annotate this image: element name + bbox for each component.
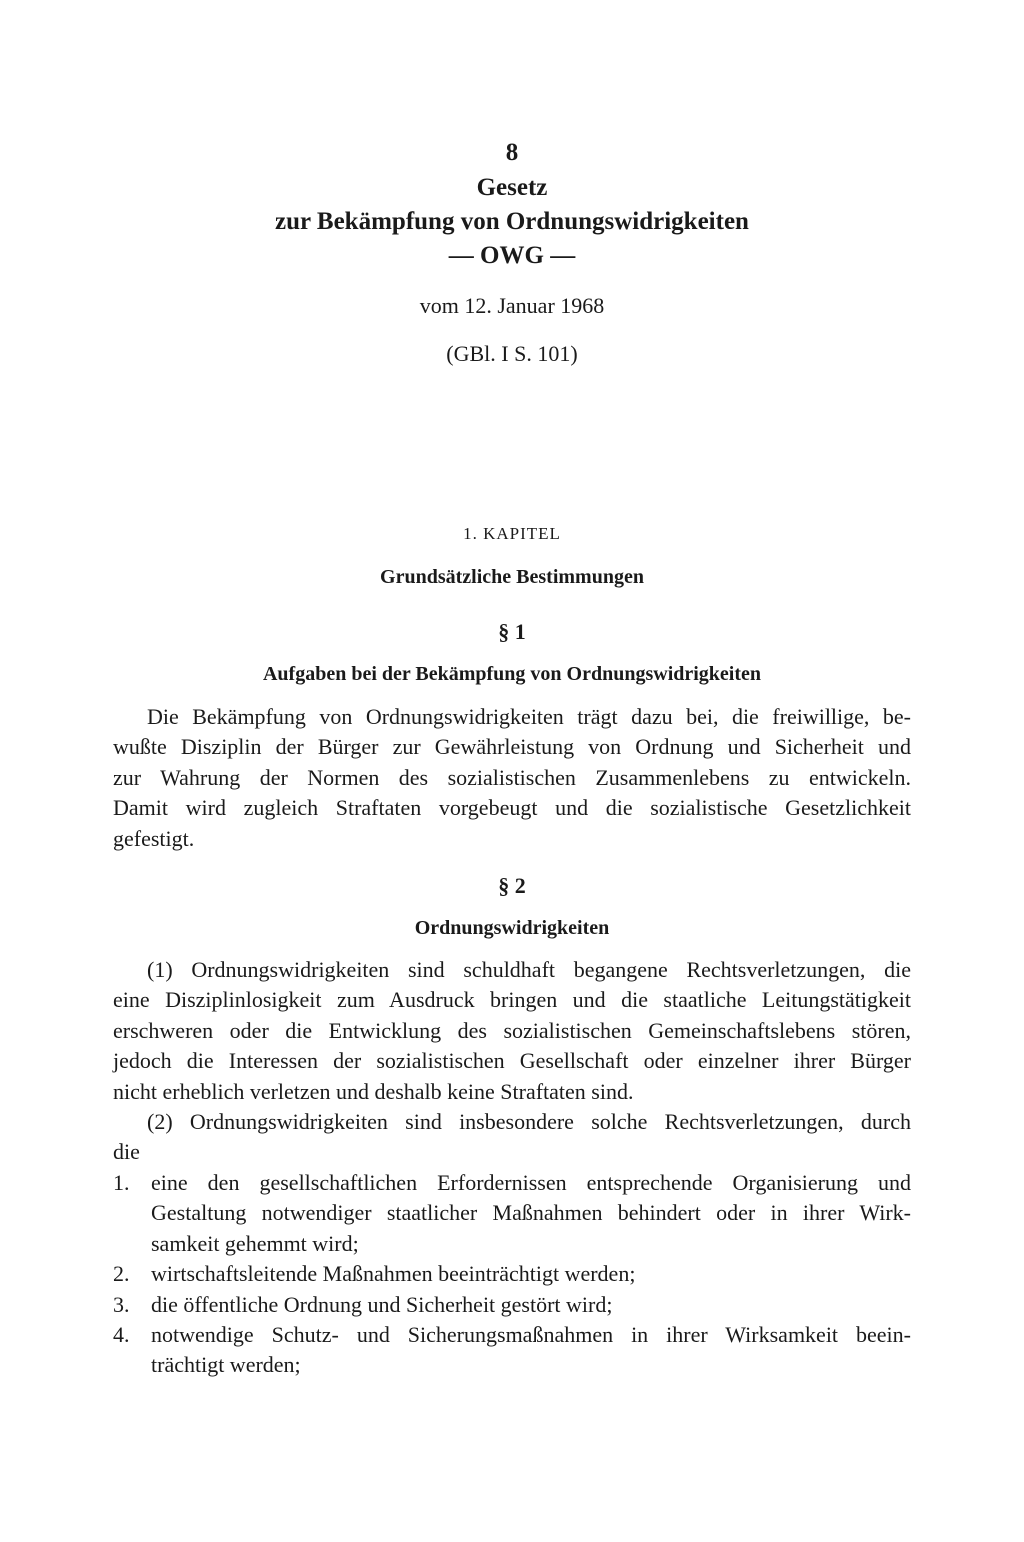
chapter-label: 1. KAPITEL bbox=[463, 524, 561, 543]
law-abbreviation: — OWG — bbox=[448, 242, 576, 269]
list-item-number: 2. bbox=[113, 1261, 130, 1287]
section-1-symbol: § 1 bbox=[498, 619, 526, 644]
paragraph-line: jedoch die Interessen der sozialistischen Gesellschaft oder einzelner ihrer Bürger bbox=[113, 1048, 911, 1074]
paragraph-line: nicht erheblich verletzen und deshalb keine Straftaten sind. bbox=[113, 1078, 634, 1104]
paragraph-line: gefestigt. bbox=[113, 825, 195, 851]
section-2-symbol: § 2 bbox=[498, 873, 526, 898]
paragraph-line: (2) Ordnungswidrigkeiten sind insbesondere solche Rechtsverletzungen, durch bbox=[147, 1109, 911, 1135]
paragraph-line: Damit wird zugleich Straftaten vorgebeugt und die sozialistische Gesetzlichkeit bbox=[113, 795, 911, 821]
section-1-heading: Aufgaben bei der Bekämpfung von Ordnungswidrigkeiten bbox=[262, 663, 762, 685]
paragraph-line: wußte Disziplin der Bürger zur Gewährleistung von Ordnung und Sicherheit und bbox=[113, 734, 911, 760]
law-date: vom 12. Januar 1968 bbox=[419, 293, 605, 318]
paragraph-line: erschweren oder die Entwicklung des sozialistischen Gemeinschaftslebens stören, bbox=[113, 1017, 911, 1043]
list-item-line: notwendige Schutz- und Sicherungsmaßnahmen in ihrer Wirksamkeit beein- bbox=[151, 1322, 911, 1348]
list-item-line: eine den gesellschaftlichen Erfordernissen entsprechende Organisierung und bbox=[151, 1170, 911, 1195]
list-item-line: wirtschaftsleitende Maßnahmen beeinträchtigt werden; bbox=[151, 1261, 636, 1287]
section-2-list bbox=[113, 1168, 911, 1381]
list-item-line: Gestaltung notwendiger staatlicher Maßnahmen behindert oder in ihrer Wirk- bbox=[151, 1200, 911, 1226]
paragraph-line: die bbox=[113, 1139, 140, 1165]
list-item bbox=[113, 1168, 911, 1259]
list-item bbox=[113, 1320, 911, 1381]
paragraph-line: eine Disziplinlosigkeit zum Ausdruck bringen und die staatliche Leitungstätigkeit bbox=[113, 987, 911, 1013]
list-item-line: trächtigt werden; bbox=[151, 1352, 301, 1378]
paragraph-line: (1) Ordnungswidrigkeiten sind schuldhaft begangene Rechtsverletzungen, die bbox=[147, 957, 911, 982]
list-item-line: die öffentliche Ordnung und Sicherheit gestört wird; bbox=[151, 1291, 613, 1317]
section-1-paragraph bbox=[113, 702, 911, 854]
list-item-number: 3. bbox=[113, 1291, 130, 1317]
law-title-line1: Gesetz bbox=[476, 174, 548, 201]
list-item bbox=[113, 1259, 911, 1289]
law-number: 8 bbox=[505, 139, 519, 166]
section-2-paragraph-1 bbox=[113, 955, 911, 1168]
paragraph-line: zur Wahrung der Normen des sozialistischen Zusammenlebens zu entwickeln. bbox=[113, 764, 911, 790]
paragraph-line: Die Bekämpfung von Ordnungswidrigkeiten trägt dazu bei, die freiwillige, be- bbox=[147, 704, 911, 729]
law-title-line2: zur Bekämpfung von Ordnungswidrigkeiten bbox=[275, 208, 749, 235]
law-source: (GBl. I S. 101) bbox=[446, 341, 578, 366]
list-item bbox=[113, 1290, 911, 1320]
list-item-number: 4. bbox=[113, 1322, 130, 1348]
section-2-heading: Ordnungswidrigkeiten bbox=[414, 917, 610, 939]
chapter-title: Grundsätzliche Bestimmungen bbox=[380, 566, 644, 588]
list-item-number: 1. bbox=[113, 1170, 130, 1195]
list-item-line: samkeit gehemmt wird; bbox=[151, 1230, 359, 1256]
